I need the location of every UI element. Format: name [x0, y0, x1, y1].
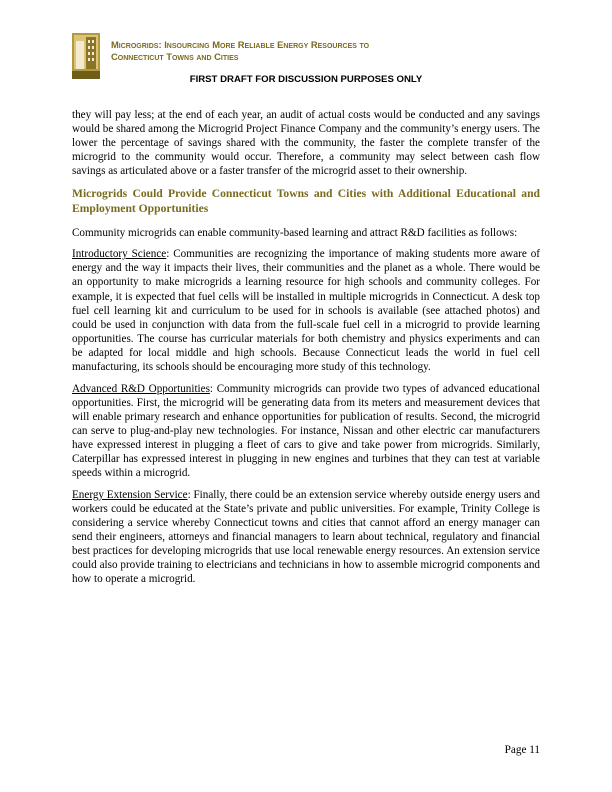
item-title-advanced-rd: Advanced R&D Opportunities: [72, 382, 210, 395]
item-text-energy-extension: : Finally, there could be an extension service whereby outside energy users and workers could be educated at the State’s private and public universities. For example, Trinity College is considering a service whereby Connecticut towns and cities that cannot afford an energy manager can send their engineers, attorneys and financial managers to learn about technical, regulatory and financial best practices for developing microgrids that use local renewable energy resources. An extension service could also provide training to electricians and technicians in how to assemble microgrid components and how to operate a microgrid.: [72, 488, 541, 586]
item-text-introductory-science: : Communities are recognizing the importance of making students more aware of energy and the way it impacts their lives, their communities and the planet as a whole. There would be an opportunity to make microgrids a learning resource for high schools and community colleges. For example, it is expected that fuel cells will be installed in multiple microgrids in Connecticut. A desk top fuel cell learning kit and curriculum to be used for in schools is available (see attached photos) and could be used in conjunction with data from the full-scale fuel cell in a microgrid to provide learning opportunities. The course has curricular materials for both chemistry and physics experiments and can be adapted for local middle and high schools. Because Connecticut leads the world in fuel cell manufacturing, its schools should be encouraging more study of this technology.: [72, 248, 540, 373]
paragraph-intro: Community microgrids can enable community-based learning and attract R&D facilities as follows:: [72, 226, 518, 239]
draft-notice: FIRST DRAFT FOR DISCUSSION PURPOSES ONLY: [189, 74, 423, 85]
paragraph-energy-extension: [72, 488, 540, 587]
title-line-1: Microgrids: Insourcing More Reliable Energy Resources to: [111, 39, 370, 50]
section-heading: Microgrids Could Provide Connecticut Towns and Cities with Additional Educational and Employment Opportunities: [72, 187, 540, 215]
item-title-energy-extension: Energy Extension Service: [72, 488, 188, 501]
paragraph-advanced-rd: [72, 382, 540, 481]
document-running-title: [111, 39, 531, 63]
paragraph-introductory-science: [72, 247, 540, 374]
item-text-advanced-rd: : Community microgrids can provide two types of advanced educational opportunities. First, the microgrid will be generating data from its meters and measurement devices that will enable primary research and enhance opportunities for publication of results. Second, the microgrid can serve to plug-and-play new technologies. For instance, Nissan and other electric car manufacturers have expressed interest in plugging a fleet of cars to give and take power from microgrids. Similarly, Caterpillar has expressed interest in plugging in new engines and turbines that they can test at variable speeds within a microgrid.: [72, 382, 540, 480]
item-title-introductory-science: Introductory Science: [72, 248, 167, 261]
header-logo: [72, 33, 100, 79]
document-body: [72, 108, 540, 594]
paragraph-continued: they will pay less; at the end of each year, an audit of actual costs would be conducted and any savings would be shared among the Microgrid Project Finance Company and the community’s energy users. The lower the percentage of savings shared with the community, the faster the complete transfer of the microgrid to the community would occur. Therefore, a community may select between cash flow savings as articulated above or a faster transfer of the microgrid asset to their ownership.: [72, 109, 540, 178]
building-logo-icon: [72, 33, 100, 79]
title-line-2: Connecticut Towns and Cities: [111, 51, 239, 62]
page-number: Page 11: [504, 744, 540, 756]
